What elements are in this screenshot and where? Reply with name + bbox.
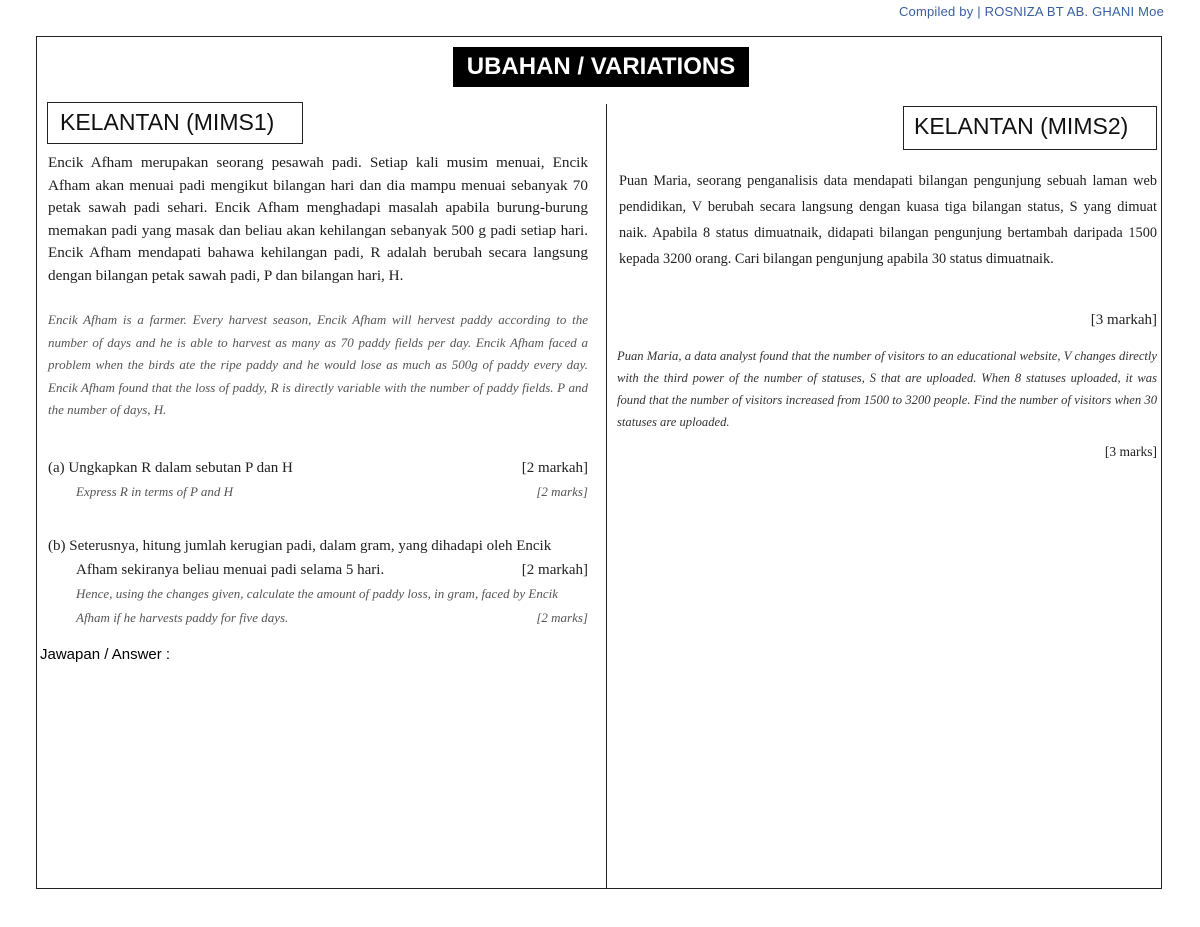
mims2-english-mark: [3 marks] [1104, 444, 1157, 459]
question-b-english-line1: Hence, using the changes given, calculate the amount of paddy loss, in gram, faced by Encik [76, 586, 558, 601]
question-a-english-mark: [2 marks] [536, 484, 588, 499]
question-a-malay-mark: [2 markah] [521, 460, 588, 476]
question-b-malay-line1: Seterusnya, hitung jumlah kerugian padi, dalam gram, yang dihadapi oleh Encik [69, 538, 552, 554]
mims2-malay-mark: [3 markah] [1090, 312, 1157, 328]
question-b-prefix: (b) [48, 538, 66, 554]
question-b-english-mark: [2 marks] [536, 610, 588, 625]
question-b-malay-line2: Afham sekiranya beliau menuai padi selama 5 hari. [76, 562, 385, 578]
question-b-malay-mark: [2 markah] [521, 562, 588, 578]
question-b [48, 534, 588, 630]
page-title: UBAHAN / VARIATIONS [453, 47, 749, 87]
question-a [48, 456, 588, 504]
question-a-english: Express R in terms of P and H [76, 484, 234, 499]
mims2-english-paragraph: Puan Maria, a data analyst found that the number of visitors to an educational website, V changes directly with the third power of the number of statuses, S that are uploaded. When 8 statuses uploaded, it was found that the number of visitors increased from 1500 to 3200 people. Find the number of visitors when 30 statuses are uploaded. [617, 349, 1157, 429]
mims1-english-paragraph: Encik Afham is a farmer. Every harvest season, Encik Afham will hervest paddy according to the number of days and he is able to harvest as many as 70 paddy fields per day. Encik Afham faced a problem when the birds ate the ripe paddy and he would lose as much as 500g of paddy every day. Encik Afham found that the loss of paddy, R is directly variable with the number of paddy fields. P and the number of days, H. [48, 312, 588, 417]
mims1-malay-paragraph: Encik Afham merupakan seorang pesawah padi. Setiap kali musim menuai, Encik Afham akan menuai padi mengikut bilangan hari dan dia mampu menuai sebanyak 70 petak sawah padi sehari. Encik Afham menghadapi masalah apabila burung-burung memakan padi yang masak dan beliau akan kehilangan sebanyak 500 g padi setiap hari. Encik Afham mendapati bahawa kehilangan padi, R adalah berubah secara langsung dengan bilangan petak sawah padi, P dan bilangan hari, H. [48, 154, 588, 284]
label-kelantan-mims1: KELANTAN (MIMS1) [47, 102, 303, 144]
question-b-english-line2: Afham if he harvests paddy for five days. [76, 610, 289, 625]
mims2-malay-paragraph: Puan Maria, seorang penganalisis data mendapati bilangan pengunjung sebuah laman web pendidikan, V berubah secara langsung dengan kuasa tiga bilangan status, S yang dimuat naik. Apabila 8 status dimuatnaik, didapati bilangan pengunjung bertambah daripada 1500 kepada 3200 orang. Cari bilangan pengunjung apabila 30 status dimuatnaik. [619, 173, 1157, 267]
answer-label: Jawapan / Answer : [40, 646, 171, 663]
label-kelantan-mims2: KELANTAN (MIMS2) [903, 106, 1157, 150]
question-a-malay: Ungkapkan R dalam sebutan P dan H [68, 460, 293, 476]
question-a-prefix: (a) [48, 460, 65, 476]
column-divider [606, 104, 607, 888]
compiled-by-credit: Compiled by | ROSNIZA BT AB. GHANI Moe [898, 4, 1164, 19]
